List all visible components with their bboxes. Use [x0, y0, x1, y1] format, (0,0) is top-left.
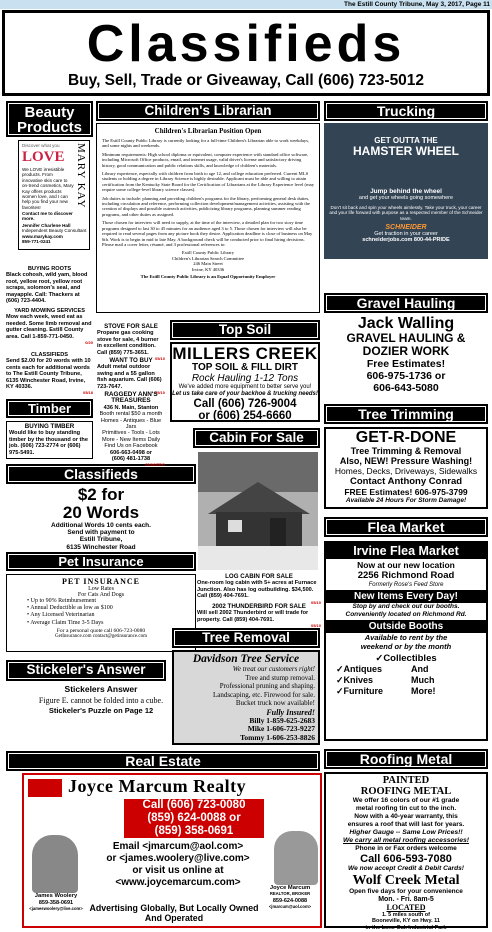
- tree-removal-l9: Mike 1-606-723-9227: [247, 724, 315, 733]
- want-buy-body: Adult metal outdoor swing and a 55 gallon fish aquarium. Call (606) 723-7647.: [97, 364, 162, 390]
- realty-online: or visit us online at: [132, 865, 224, 876]
- thunderbird-ad: [197, 604, 321, 630]
- roofing-l1: PAINTED: [382, 775, 430, 786]
- flea-l4: Stop by and check out our booths.: [352, 603, 460, 610]
- librarian-ad: [96, 123, 320, 313]
- tree-trim-l5: Contact Anthony Conrad: [349, 476, 463, 487]
- flea-l3: Formerly Rose's Feed Store: [368, 582, 444, 588]
- tree-removal-l8: Billy 1-859-625-2683: [249, 715, 315, 725]
- pet-bullet: • Up to 90% Reimbursement: [27, 598, 97, 604]
- tree-removal-l3: Tree and stump removal.: [245, 673, 315, 682]
- gravel-l6: 606-643-5080: [373, 382, 439, 394]
- trucking-l5: Don't sit back and spin your wheels aimlessly. Take your truck, your career and your life forward with purpose as a respected member of the Schneider team.: [329, 205, 483, 221]
- get-r-done-ad: [324, 427, 488, 509]
- classifieds-info-title: CLASSIFIEDS: [31, 352, 68, 358]
- trucking-l7: schneiderjobs.com 800-44-PRIDE: [362, 237, 450, 244]
- librarian-footer: The Estill County Public Library is an Equal Opportunity Employer: [140, 273, 276, 279]
- librarian-address: Estill County Public Library: [181, 250, 235, 256]
- tree-trim-l2: Tree Trimming & Removal: [350, 446, 462, 456]
- flea-l7: weekend or by the month: [360, 642, 452, 651]
- pet-bullet: • Any Licensed Veterinarian: [27, 612, 95, 619]
- tree-trim-l7: Available 24 Hours For Storm Damage!: [345, 497, 467, 504]
- tree-removal-l10: Tommy 1-606-253-8826: [240, 732, 315, 742]
- flea-item: More!: [411, 686, 436, 696]
- page-header: The Estill County Tribune, May 3, 2017, Page 11: [344, 1, 490, 8]
- roofing-heading: Roofing Metal: [324, 749, 488, 769]
- raggedy-line: Find Us on Facebook: [104, 443, 158, 450]
- realty-logo-icon: [28, 779, 62, 797]
- roofing-l16: 1. 5 miles south of: [382, 911, 430, 918]
- davidson-ad: [172, 650, 320, 745]
- flea-collectibles: ✓Collectibles: [375, 653, 437, 664]
- stove-body: Propane gas cooking stove for sale, 4 burner in excellent condition. Call (859) 775-3651.: [97, 330, 159, 356]
- stickeler-heading: Stickeler's Answer: [6, 660, 166, 681]
- librarian-para: Library experience, especially with children from birth to age 12, and college education preferred. Current MLS students or holding a degree in Library Science is highly desirable. Applicant must be able and willing to attain certification from the Kentucky State Board for the Certification of Librarians at the Library Experience level (may require some college-level library science classes).: [102, 171, 314, 193]
- agent-photo-joyce: [274, 831, 318, 885]
- timber-ad: [6, 421, 93, 459]
- masthead-title: Classifieds: [86, 15, 406, 73]
- flea-item: And: [411, 664, 429, 674]
- gravel-l3: DOZIER WORK: [362, 344, 450, 358]
- raggedy-line: 436 N. Main, Stanton: [103, 404, 159, 411]
- librarian-address: Children's Librarian Search Committee: [171, 255, 245, 261]
- raggedy-line: 606-663-0498 or: [110, 449, 152, 456]
- realty-phone1: Call (606) 723-0080: [124, 799, 264, 812]
- ad-line-2: We LOVE irresistible products. From innovative skin care to on-trend cosmetics, Mary Kay offers products women love, and I can help you find your new favorites!: [22, 167, 74, 210]
- top-soil-l3: Rock Hauling 1-12 Tons: [191, 373, 299, 384]
- pet-bullet: • Annual Deductible as low as $100: [27, 605, 113, 612]
- tree-trim-l6: FREE Estimates! 606-975-3799: [344, 487, 468, 497]
- flea-market-ad: [324, 541, 488, 741]
- flea-item: ✓Antiques: [336, 664, 383, 674]
- roofing-l14: Mon. - Fri. 8am-5: [378, 895, 434, 903]
- masthead: [2, 10, 490, 96]
- raggedy-line: Booth rental $50 a month: [99, 411, 163, 418]
- stickeler-puzzle: Stickeler's Puzzle on Page 12: [48, 706, 154, 715]
- trucking-l4: and get your wheels going somewhere: [358, 195, 454, 201]
- cabin-photo: [198, 452, 318, 570]
- pet-insurance-heading: Pet Insurance: [6, 552, 196, 571]
- trucking-l6: Get traction in your career: [374, 231, 438, 238]
- classifieds-price: $2 for: [77, 485, 125, 504]
- tree-trimming-heading: Tree Trimming: [324, 404, 488, 424]
- thunderbird-title: 2002 THUNDERBIRD FOR SALE: [212, 603, 306, 610]
- flea-bar1: New Items Every Day!: [326, 590, 486, 603]
- tree-trim-l4: Homes, Decks, Driveways, Sidewalks: [334, 466, 478, 476]
- timber-heading: Timber: [6, 399, 93, 418]
- yard-mowing-body: Mow each week, weed eat as needed. Some limb removal and gutter cleaning. Estill County area. Call 1-859-771-0450.: [6, 314, 92, 340]
- gravel-l1: Jack Walling: [357, 315, 455, 332]
- roofing-l12: Wolf Creek Metal: [352, 873, 460, 888]
- roofing-l6: ensures a roof that will last for years.: [347, 821, 465, 828]
- roofing-l7: Higher Gauge -- Same Low Prices!!: [349, 829, 463, 836]
- agent2-phone: 859-624-0088: [272, 897, 308, 904]
- flea-item: ✓Furniture: [336, 686, 384, 696]
- librarian-address: Irvine, KY 40336: [191, 266, 225, 272]
- buying-roots-body: Black cohosh, wild yam, blood root, yellow root, yellow root scraps, solomon's seal, and mayapple. Call: Thackers at (606) 723-4404.: [6, 272, 88, 305]
- trucking-brand: SCHNEIDER: [385, 224, 427, 232]
- thunderbird-ref: 05/10: [310, 623, 321, 629]
- flea-l2: 2256 Richmond Road: [357, 570, 455, 581]
- yard-mowing: [6, 308, 93, 346]
- flea-item: Much: [411, 675, 435, 685]
- raggedy-line: Homes - Antiques - Blue Jars: [100, 417, 162, 431]
- stickeler-title: Stickelers Answer: [64, 684, 138, 694]
- consultant-site: www.marykay.com: [22, 233, 63, 239]
- love-text: LOVE: [22, 149, 65, 165]
- consultant-name: Jennifer Charlene Hall: [22, 223, 71, 228]
- tree-removal-l5: Landscaping, etc. Firewood for sale.: [212, 690, 315, 699]
- flea-sub: Irvine Flea Market: [326, 543, 486, 559]
- pet-site: GetInsurance.com contact@getinsurance.com: [55, 633, 147, 639]
- joyce-marcum-ad: [22, 773, 322, 928]
- realty-brand: Joyce Marcum Realty: [68, 776, 247, 796]
- yard-mowing-ref: 0/20: [85, 340, 93, 346]
- classifieds-words: 20 Words: [62, 503, 140, 522]
- tree-removal-l7: Fully Insured!: [266, 707, 315, 717]
- realty-phone3: (859) 358-0691: [124, 825, 264, 838]
- agent-photo-james: [32, 835, 78, 893]
- top-soil-l2: TOP SOIL & FILL DIRT: [192, 362, 298, 373]
- buying-roots: [6, 266, 93, 304]
- pet-footer: For a personal quote call 606-723-0080: [56, 627, 146, 634]
- consultant-phone: 859-771-0241: [22, 239, 51, 245]
- cabin-heading: Cabin For Sale: [193, 428, 320, 448]
- classifieds-info-body: Send $2.00 for 20 words with 10 cents each for additional words to The Estill County Tribune, 6135 Winchester Road, Irvine, KY 40336.: [6, 358, 91, 391]
- want-buy-ref: 05/10: [154, 390, 165, 396]
- stickeler-answer: [6, 684, 196, 716]
- agent2-name: Joyce Marcum: [269, 885, 311, 891]
- stove-ref: 05/10: [154, 356, 165, 362]
- roofing-l2: ROOFING METAL: [360, 786, 452, 797]
- top-soil-l7: or (606) 254-6660: [198, 410, 292, 422]
- trucking-l3: Jump behind the wheel: [370, 188, 442, 195]
- pet-bullet: • Average Claim Time 3-5 Days: [27, 619, 104, 626]
- schneider-ad: [324, 123, 488, 259]
- flea-l1: Now at our new location: [357, 560, 455, 570]
- jack-walling-ad: [324, 316, 488, 396]
- tree-removal-l6: Bucket truck now available!: [235, 699, 315, 707]
- realty-tagline: Advertising Globally, But Locally Owned And Operated: [89, 903, 259, 923]
- consultant-title: Independent Beauty Consultant: [22, 228, 87, 234]
- log-cabin-ad: [197, 574, 321, 606]
- ad-line-3: Contact me to discover more.: [22, 211, 73, 222]
- agent1-name: James Woolery: [34, 893, 78, 899]
- agent2-email: <jmarcum@aol.com>: [268, 903, 312, 909]
- realty-email2: or <james.woolery@live.com>: [106, 853, 250, 864]
- want-buy-title: WANT TO BUY: [109, 357, 153, 364]
- roofing-l13: Open five days for your convenience: [349, 888, 463, 895]
- agent2-title: REALTOR, BROKER: [269, 891, 311, 897]
- roofing-l18: in the Lone Oak Industrial Park: [365, 924, 447, 931]
- realty-email1: Email <jmarcum@aol.com>: [112, 841, 244, 852]
- gravel-l2: GRAVEL HAULING &: [346, 331, 466, 345]
- librarian-para: Those chosen for interview will need to supply, at the time of the interview, a detailed plan for two story time programs designed to last 30 to 45 minutes for an audience aged 3 to 5. Those chosen for interview will also be required to read several pages from any picture book they desire. Application deadline is close of business on May 6th. Work is to begin in mid to late May. A background check will be conducted prior to final hiring decisions. Please mail a cover letter, résumé, and 3 professional references to:: [102, 220, 313, 247]
- classifieds-info-ref: 05/18: [82, 390, 93, 396]
- roofing-l5: Now with a 40-year warranty, this: [354, 813, 458, 820]
- roofing-l9: Phone in or Fax orders welcome: [355, 845, 457, 852]
- masthead-subtitle: Buy, Sell, Trade or Giveaway, Call (606) 723-5012: [67, 72, 425, 89]
- flea-heading: Flea Market: [324, 517, 488, 537]
- classifieds-info: [6, 352, 93, 397]
- top-soil-heading: Top Soil: [170, 320, 320, 340]
- thunderbird-body: Will sell 2002 Thunderbird or will trade for property. Call (859) 404-7691.: [197, 610, 309, 623]
- flea-l5: Conveniently located on Richmond Rd.: [345, 611, 467, 618]
- beauty-heading: Beauty Products: [6, 101, 93, 137]
- realty-site: <www.joycemarcum.com>: [115, 877, 241, 888]
- pet-sub2: For Cats And Dogs: [77, 592, 125, 598]
- tree-removal-l2: We treat our customers right!: [232, 665, 315, 673]
- real-estate-heading: Real Estate: [6, 751, 320, 771]
- top-soil-l6: Call (606) 726-9004: [193, 398, 297, 410]
- raggedy-ref: 05/06/ERG: [145, 462, 165, 468]
- tree-trim-l1: GET-R-DONE: [355, 429, 457, 446]
- agent1-email: <jameswoolery@live.com>: [29, 906, 83, 911]
- roofing-l8: We carry all metal roofing accessories!: [342, 837, 470, 844]
- ad-line-0: Discover what you: [22, 143, 60, 148]
- raggedy-ad: [97, 392, 165, 469]
- top-soil-l1: MILLERS CREEK: [172, 344, 318, 363]
- tree-removal-heading: Tree Removal: [172, 628, 320, 648]
- raggedy-line: Primitives - Tools - Lots More - New Items Daily: [101, 430, 161, 443]
- roofing-l17: Booneville, KY on Hwy. 11: [372, 918, 440, 924]
- flea-bar2: Outside Booths: [326, 620, 486, 633]
- mary-kay-brand: MARY KAY: [75, 143, 87, 209]
- librarian-para: The Estill County Public Library is currently looking for a full-time Children's Librarian able to work weekdays, and some nights and weekends.: [102, 138, 310, 149]
- classifieds-line-0: Additional Words 10 cents each.: [51, 522, 151, 529]
- pet-insurance-ad: [6, 574, 196, 652]
- librarian-para: Minimum requirements: High school diploma or equivalent, computer experience with standard office software, including Microsoft Office products, email, and internet usage, valid driver's license and satisfactory driving history, good communication and public relations skills, and knowledge of children's materials.: [102, 151, 309, 168]
- stickeler-line: Figure E. cannot be folded into a cube.: [38, 696, 164, 705]
- classifieds-heading: Classifieds: [6, 464, 196, 484]
- trucking-l1: GET OUTTA THE: [374, 136, 438, 145]
- classifieds-line-3: 6135 Winchester Road: [66, 543, 136, 551]
- top-soil-l4: We've added more equipment to better serve you!: [178, 384, 312, 390]
- raggedy-title: RAGGEDY ANN'S TREASURES: [104, 391, 158, 405]
- cabin-title: LOG CABIN FOR SALE: [225, 573, 293, 580]
- tree-trim-l3: Also, NEW! Pressure Washing!: [339, 456, 473, 466]
- timber-body: Would like to buy standing timber by the thousand or the job. (606) 723-2774 or (606) 975-5491.: [9, 430, 88, 456]
- pet-sub: Low Rates: [88, 586, 114, 592]
- tree-removal-l1: Davidson Tree Service: [192, 653, 300, 665]
- gravel-l5: 606-975-1736 or: [366, 370, 446, 382]
- flea-item: ✓Knives: [336, 675, 374, 685]
- buying-roots-title: BUYING ROOTS: [27, 266, 72, 272]
- librarian-para: Job duties to include: planning and providing children's programs for the library, performing general desk duties, including circulation and reference, performing collection development/management activities, assisting with the creation of displays and possible outreach activities, publicizing library programs, planning summer reading programs, and other duties as assigned.: [102, 195, 310, 217]
- agent1-phone: 859-358-0691: [38, 899, 74, 906]
- tree-removal-l4: Professional pruning and shaping.: [219, 682, 315, 690]
- librarian-title: Children's Librarian Position Open: [154, 127, 262, 135]
- timber-title: BUYING TIMBER: [24, 423, 75, 430]
- classifieds-line-2: Estill Tribune,: [79, 536, 123, 544]
- millers-creek-ad: [170, 342, 320, 422]
- roofing-l10: Call 606-593-7080: [360, 853, 452, 865]
- trucking-l2: HAMSTER WHEEL: [353, 144, 459, 158]
- trucking-heading: Trucking: [324, 101, 488, 121]
- librarian-address: 246 Main Street: [193, 261, 223, 267]
- wolf-creek-ad: [324, 772, 488, 931]
- librarian-heading: Children's Librarian: [96, 101, 320, 121]
- cabin-ref: 05/10: [310, 599, 321, 605]
- mary-kay-ad: [18, 140, 90, 250]
- flea-l6: Available to rent by the: [364, 633, 448, 642]
- gravel-heading: Gravel Hauling: [324, 293, 488, 313]
- raggedy-line: (606) 481-1738: [111, 456, 151, 463]
- cabin-body: One-room log cabin with 5+ acres at Furnace Junction. Also has log outbuilding. $34,500. Call (859) 404-7691.: [197, 580, 317, 600]
- yard-mowing-title: YARD MOWING SERVICES: [14, 308, 85, 314]
- stove-title: STOVE FOR SALE: [104, 323, 158, 330]
- roofing-l11: We now accept Credit & Debit Cards!: [347, 865, 465, 872]
- classifieds-line-1: Send with payment to: [67, 529, 135, 537]
- gravel-l4: Free Estimates!: [366, 358, 446, 370]
- realty-phone2: (859) 624-0088 or: [124, 812, 264, 825]
- classifieds-box: [6, 485, 196, 551]
- roofing-l15: LOCATED: [386, 902, 426, 912]
- top-soil-l5: Let us take care of your backhoe & trucking needs!: [172, 391, 318, 397]
- roofing-l4: metal roofing tin cut to the inch.: [355, 805, 457, 812]
- pet-title: PET INSURANCE: [62, 577, 140, 586]
- roofing-l3: We offer 16 colors of our #1 grade: [352, 797, 460, 804]
